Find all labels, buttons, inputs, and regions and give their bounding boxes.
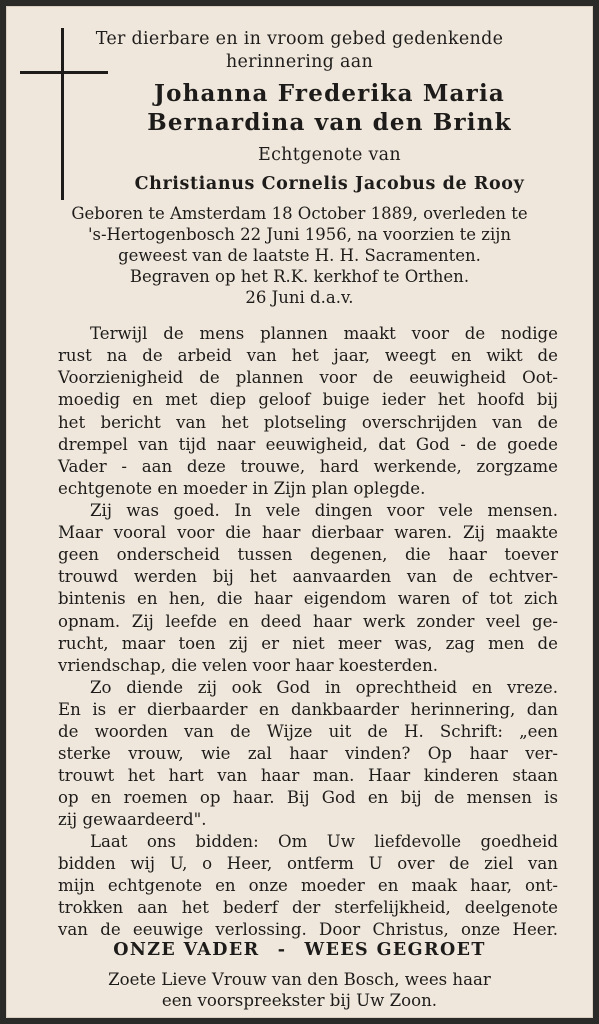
deceased-name-line-2: Bernardina van den Brink	[147, 109, 512, 136]
text-line: Maar vooral voor die haar dierbaar waren. Zij maakte	[58, 523, 558, 542]
text-line: Zij was goed. In vele dingen voor vele mensen.	[90, 501, 558, 520]
dates-line-2: 's-Hertogenbosch 22 Juni 1956, na voorzien te zijn	[87, 225, 512, 244]
text-line: trouwt het hart van haar man. Haar kinderen staan	[58, 766, 558, 785]
text-line: En is er dierbaarder en dankbaarder herinnering, dan	[58, 700, 558, 719]
text-line: vriendschap, die velen voor haar koesterden.	[58, 656, 439, 675]
spouse-name: Christianus Cornelis Jacobus de Rooy	[134, 174, 525, 194]
text-line: bintenis en hen, die haar eigendom waren of tot zich	[58, 589, 558, 608]
text-line: Laat ons bidden: Om Uw liefdevolle goedheid	[90, 832, 558, 851]
text-line: drempel van tijd naar eeuwigheid, dat God - de goede	[58, 435, 558, 454]
prayer-separator: -	[277, 940, 287, 960]
text-line: mijn echtgenote en onze moeder en maak haar, ont-	[58, 876, 558, 895]
dates-line-4: Begraven op het R.K. kerkhof te Orthen.	[129, 267, 470, 286]
dates-line-3: geweest van de laatste H. H. Sacramenten.	[118, 246, 481, 265]
prayer-hail-mary: WEES GEGROET	[304, 940, 486, 960]
text-line: opnam. Zij leefde en deed haar werk zonder veel ge-	[58, 612, 558, 631]
text-line: trouwd werden bij het aanvaarden van de echtver-	[58, 567, 558, 586]
text-line: zij gewaardeerd".	[58, 810, 207, 829]
text-line: bidden wij U, o Heer, ontferm U over de ziel van	[58, 854, 558, 873]
text-line: het bericht van het plotseling overschrijden van de	[58, 413, 558, 432]
text-line: rust na de arbeid van het jaar, weegt en wikt de	[58, 346, 558, 365]
text-line: sterke vrouw, wie zal haar vinden? Op haar ver-	[58, 744, 558, 763]
text-line: op en roemen op haar. Bij God en bij de mensen is	[58, 788, 558, 807]
closing-line-2: een voorspreekster bij Uw Zoon.	[161, 991, 438, 1010]
prayer-our-father: ONZE VADER	[113, 940, 260, 960]
text-line: rucht, maar toen zij er niet meer was, zag men de	[58, 634, 558, 653]
dates-line-5: 26 Juni d.a.v.	[245, 288, 354, 307]
text-line: moedig en met diep geloof buige ieder het hoofd bij	[58, 390, 558, 409]
text-line: Zo diende zij ook God in oprechtheid en vreze.	[90, 678, 558, 697]
text-line: Terwijl de mens plannen maakt voor de nodige	[90, 324, 558, 343]
text-line: de woorden van de Wijze uit de H. Schrift: „een	[58, 722, 558, 741]
text-line: van de eeuwige verlossing. Door Christus, onze Heer.	[58, 920, 558, 939]
text-line: Vader - aan deze trouwe, hard werkende, zorgzame	[58, 457, 558, 476]
text-line: echtgenote en moeder in Zijn plan oplegde.	[58, 479, 426, 498]
text-line: trokken aan het bederf der sterfelijkheid, deelgenote	[58, 898, 558, 917]
deceased-name-line-1: Johanna Frederika Maria	[153, 80, 505, 107]
header-line-2: herinnering aan	[225, 52, 374, 72]
text-line: Voorzienigheid de plannen voor de eeuwigheid Oot-	[58, 368, 558, 387]
header-line-1: Ter dierbare en in vroom gebed gedenkende	[95, 29, 504, 49]
dates-line-1: Geboren te Amsterdam 18 October 1889, overleden te	[71, 204, 528, 223]
closing-line-1: Zoete Lieve Vrouw van den Bosch, wees haar	[108, 970, 491, 989]
spouse-label: Echtgenote van	[258, 145, 401, 165]
text-line: geen onderscheid tussen degenen, die haar toever	[58, 545, 558, 564]
prayer-titles	[0, 940, 599, 960]
